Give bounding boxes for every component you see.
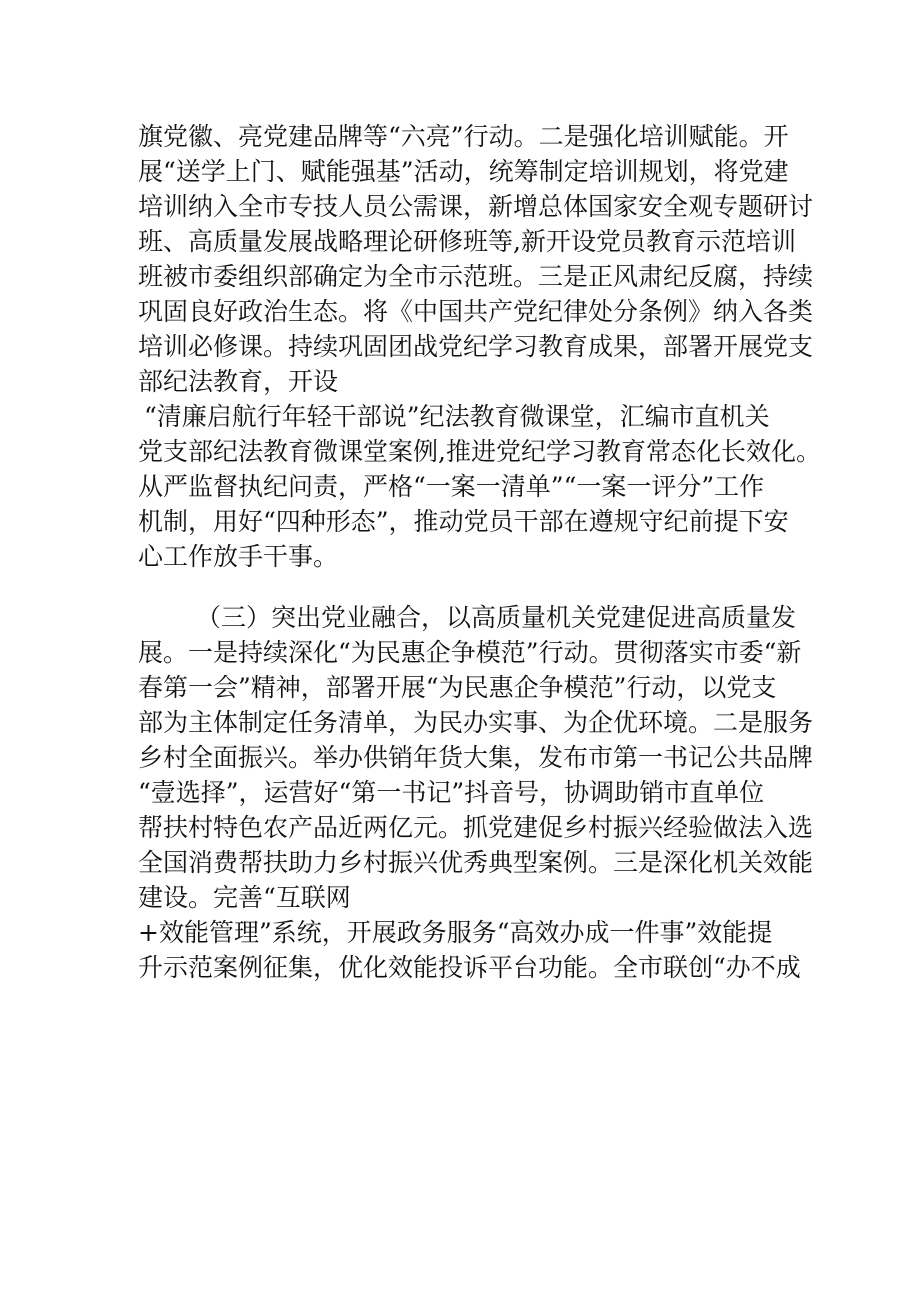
text-line: 展。一是持续深化“为民惠企争模范”行动。贯彻落实市委“新: [138, 638, 802, 667]
text-line: 班、高质量发展战略理论研修班等,新开设党员教育示范培训: [138, 227, 796, 256]
text-line: +效能管理”系统，开展政务服务“高效办成一件事”效能提: [138, 918, 773, 947]
text-line: 春第一会”精神，部署开展“为民惠企争模范”行动，以党支: [138, 673, 777, 702]
paragraph-gap: [138, 574, 808, 600]
text-line: 巩固良好政治生态。将《中国共产党纪律处分条例》纳入各类: [138, 297, 814, 326]
section-heading-line: （三）突出党业融合，以高质量机关党建促进高质量发: [196, 603, 797, 632]
text-line: 展“送学上门、赋能强基”活动，统筹制定培训规划，将党建: [138, 157, 789, 186]
text-line: 全国消费帮扶助力乡村振兴优秀典型案例。三是深化机关效能: [138, 848, 814, 877]
text-line: 培训纳入全市专技人员公需课，新增总体国家安全观专题研讨: [138, 192, 814, 221]
text-line: 乡村全面振兴。举办供销年货大集，发布市第一书记公共品牌: [138, 743, 814, 772]
text-line: 心工作放手干事。: [138, 542, 339, 571]
text-line: 党支部纪法教育微课堂案例,推进党纪学习教育常态化长效化。: [138, 437, 821, 466]
text-line: 机制，用好“四种形态”，推动党员干部在遵规守纪前提下安: [138, 507, 789, 536]
text-line: 建设。完善“互联网: [138, 883, 351, 912]
text-line: 培训必修课。持续巩固团战党纪学习教育成果，部署开展党支: [138, 332, 814, 361]
text-line: 部纪法教育，开设: [138, 367, 339, 396]
text-line: 从严监督执纪问责，严格“一案一清单”“一案一评分”工作: [138, 472, 765, 501]
text-line: “清廉启航行年轻干部说”纪法教育微课堂，汇编市直机关: [144, 402, 770, 431]
text-line: 升示范案例征集，优化效能投诉平台功能。全市联创“办不成: [138, 953, 801, 982]
text-line: 旗党徽、亮党建品牌等“六亮”行动。二是强化培训赋能。开: [138, 122, 789, 151]
text-line: 帮扶村特色农产品近两亿元。抓党建促乡村振兴经验做法入选: [138, 813, 814, 842]
text-line: 班被市委组织部确定为全市示范班。三是正风肃纪反腐，持续: [138, 262, 814, 291]
document-body: [138, 119, 821, 985]
text-line: “壹选择”，运营好“第一书记”抖音号，协调助销市直单位: [138, 778, 765, 807]
text-line: 部为主体制定任务清单，为民办实事、为企优环境。二是服务: [138, 708, 814, 737]
